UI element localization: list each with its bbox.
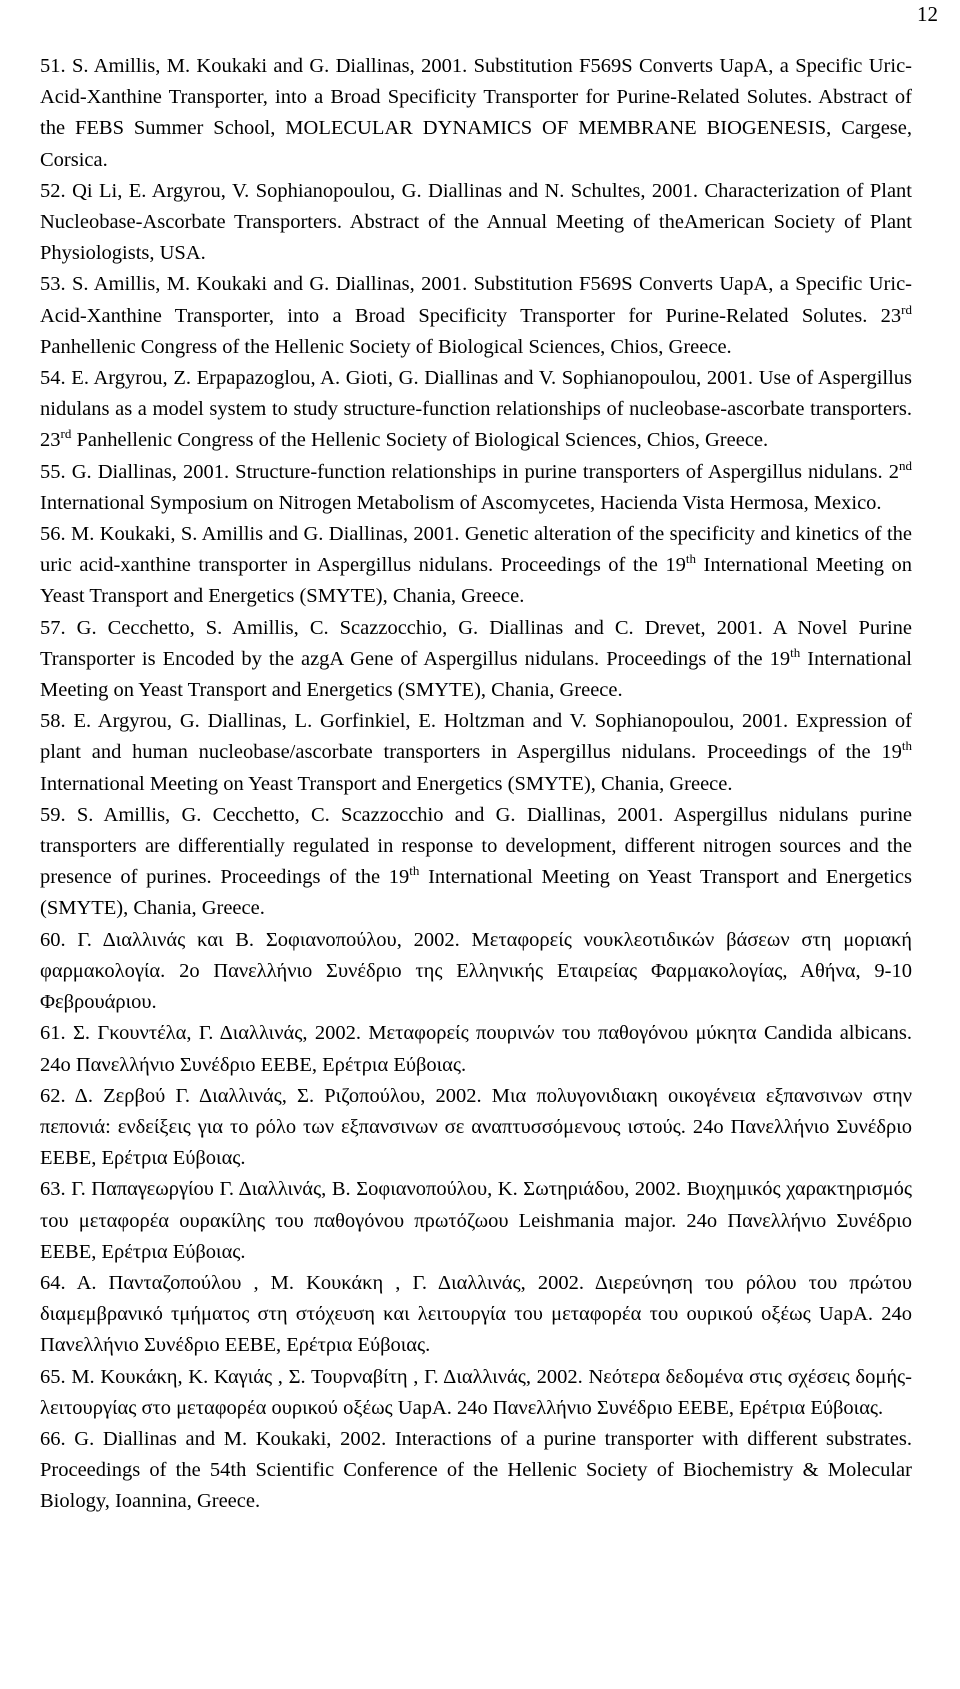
reference-text: [40, 1428, 912, 1512]
reference-text-segment: Δ. Ζερβού Γ. Διαλλινάς, Σ. Ριζοπούλου, 2002. Μια πολυγονιδιακη οικογένεια εξπανσινων στην πεπονιά: ενδείξεις για το ρόλο των εξπανσινων σε αναπτυσσόμενους ιστούς. 24ο Πανελλήνιο Συνέδριο ΕΕΒΕ, Ερέτρια Εύβοιας.: [40, 1084, 912, 1170]
reference-item: [40, 925, 912, 1019]
reference-number: 61.: [40, 1022, 66, 1045]
reference-item: [40, 1174, 912, 1268]
reference-item: [40, 706, 912, 800]
reference-text-segment: Σ. Γκουντέλα, Γ. Διαλλινάς, 2002. Μεταφορείς πουρινών του παθογόνου μύκητα Candida albicans. 24ο Πανελλήνιο Συνέδριο ΕΕΒΕ, Ερέτρια Εύβοιας.: [40, 1022, 912, 1076]
reference-number: 51.: [40, 55, 66, 77]
reference-item: [40, 613, 912, 707]
reference-text-segment: Γ. Διαλλινάς και Β. Σοφιανοπούλου, 2002. Μεταφορείς νουκλεοτιδικών βάσεων στη μοριακή φαρμακολογία. 2ο Πανελλήνιο Συνέδριο της Ελληνικής Εταιρείας Φαρμακολογίας, Αθήνα, 9-10 Φεβρουάριου.: [40, 928, 912, 1014]
reference-text-segment: Qi Li, E. Argyrou, V. Sophianopoulou, G. Diallinas and N. Schultes, 2001. Characterization of Plant Nucleobase-Ascorbate Transporters. Abstract of the Annual Meeting of theAmerican Society of Plant Physiologists, USA.: [40, 179, 912, 265]
reference-number: 53.: [40, 273, 66, 296]
reference-item: [40, 51, 912, 176]
reference-text-segment: E. Argyrou, G. Diallinas, L. Gorfinkiel, E. Holtzman and V. Sophianopoulou, 2001. Expression of plant and human nucleobase/ascorbate transporters in Aspergillus nidulans. Proceedings of the 19: [40, 710, 912, 764]
page-number: 12: [917, 2, 938, 26]
reference-text-segment: S. Amillis, M. Koukaki and G. Diallinas, 2001. Substitution F569S Converts UapA, a Specific Uric-Acid-Xanthine Transporter, into a Broad Specificity Transporter for Purine-Related Solutes. 23: [40, 273, 912, 327]
reference-item: [40, 269, 912, 363]
reference-text: [40, 1022, 912, 1075]
reference-number: 56.: [40, 523, 66, 546]
ordinal-superscript: th: [901, 738, 912, 754]
reference-text-segment: S. Amillis, M. Koukaki and G. Diallinas, 2001. Substitution F569S Converts UapA, a Specific Uric-Acid-Xanthine Transporter, into a Broad Specificity Transporter for Purine-Related Solutes. Abstract of the FEBS Summer School, MOLECULAR DYNAMICS OF MEMBRANE BIOGENESIS, Cargese, Corsica.: [40, 55, 912, 171]
reference-text-segment: International Meeting on Yeast Transport and Energetics (SMYTE), Chania, Greece.: [40, 772, 733, 795]
ordinal-superscript: rd: [901, 301, 912, 317]
reference-number: 59.: [40, 803, 66, 826]
reference-item: [40, 1424, 912, 1518]
reference-text-segment: Μ. Κουκάκη, Κ. Καγιάς , Σ. Τουρναβίτη , Γ. Διαλλινάς, 2002. Νεότερα δεδομένα στις σχέσεις δομής-λειτουργίας στο μεταφορέα ουρικού οξέως UapA. 24ο Πανελλήνιο Συνέδριο ΕΕΒΕ, Ερέτρια Εύβοιας.: [40, 1365, 913, 1419]
reference-number: 54.: [40, 367, 66, 390]
reference-text-segment: E. Argyrou, Z. Erpapazoglou, A. Gioti, G. Diallinas and V. Sophianopoulou, 2001. Use of Aspergillus nidulans as a model system to study structure-function relationships of nucleobase-ascorbate transporters. 23: [40, 367, 913, 452]
reference-text-segment: Panhellenic Congress of the Hellenic Society of Biological Sciences, Chios, Greece.: [71, 429, 769, 452]
reference-text: [40, 1178, 912, 1262]
reference-text: [40, 273, 912, 357]
reference-text-segment: Panhellenic Congress of the Hellenic Society of Biological Sciences, Chios, Greece.: [40, 335, 732, 358]
reference-item: [40, 457, 912, 519]
reference-number: 60.: [40, 928, 66, 951]
reference-number: 58.: [40, 710, 66, 733]
reference-text: [40, 523, 912, 607]
reference-text: [40, 929, 912, 1013]
reference-text: [40, 617, 912, 701]
reference-text-segment: Α. Πανταζοπούλου , Μ. Κουκάκη , Γ. Διαλλινάς, 2002. Διερεύνηση του ρόλου του πρώτου διαμεμβρανικό τμήματος στη στόχευση και λειτουργία του μεταφορέα του ουρικού οξέως UapA. 24ο Πανελλήνιο Συνέδριο ΕΕΒΕ, Ερέτρια Εύβοιας.: [40, 1271, 912, 1357]
reference-number: 52.: [40, 179, 66, 202]
reference-text-segment: G. Diallinas, 2001. Structure-function relationships in purine transporters of Aspergillus nidulans. 2: [71, 460, 899, 483]
reference-text-segment: S. Amillis, G. Cecchetto, C. Scazzocchio and G. Diallinas, 2001. Aspergillus nidulans purine transporters are differentially regulated in response to development, different nitrogen sources and the presence of purines. Proceedings of the 19: [40, 803, 912, 889]
reference-item: [40, 1081, 912, 1175]
reference-text: [40, 55, 912, 171]
reference-text: [40, 180, 912, 264]
reference-text-segment: M. Koukaki, S. Amillis and G. Diallinas, 2001. Genetic alteration of the specificity and kinetics of the uric acid-xanthine transporter in Aspergillus nidulans. Proceedings of the 19: [40, 523, 912, 577]
reference-text: [40, 1366, 912, 1419]
reference-list: [40, 51, 912, 1518]
reference-text-segment: International Meeting on Yeast Transport and Energetics (SMYTE), Chania, Greece.: [40, 647, 912, 702]
reference-number: 65.: [40, 1365, 66, 1388]
reference-item: [40, 1362, 912, 1424]
reference-item: [40, 519, 912, 613]
reference-text-segment: G. Diallinas and M. Koukaki, 2002. Interactions of a purine transporter with different substrates. Proceedings of the 54th Scientific Conference of the Hellenic Society of Biochemistry & Molecular Biology, Ioannina, Greece.: [40, 1427, 913, 1513]
reference-text: [40, 367, 912, 451]
reference-text-segment: Γ. Παπαγεωργίου Γ. Διαλλινάς, Β. Σοφιανοπούλου, Κ. Σωτηριάδου, 2002. Βιοχημικός χαρακτηρισμός του μεταφορέα ουρακίλης του παθογόνου πρωτόζωου Leishmania major. 24ο Πανελλήνιο Συνέδριο ΕΕΒΕ, Ερέτρια Εύβοιας.: [40, 1178, 913, 1263]
reference-item: [40, 800, 912, 925]
ordinal-superscript: th: [409, 863, 420, 879]
reference-text-segment: International Symposium on Nitrogen Metabolism of Ascomycetes, Hacienda Vista Hermosa, Mexico.: [40, 491, 882, 514]
ordinal-superscript: nd: [899, 457, 912, 473]
reference-text-segment: G. Cecchetto, S. Amillis, C. Scazzocchio, G. Diallinas and C. Drevet, 2001. A Novel Purine Transporter is Encoded by the azgA Gene of Aspergillus nidulans. Proceedings of the 19: [40, 616, 912, 670]
reference-item: [40, 363, 912, 457]
ordinal-superscript: th: [790, 644, 801, 660]
reference-number: 63.: [40, 1178, 66, 1201]
reference-text: [40, 804, 912, 920]
reference-item: [40, 1268, 912, 1362]
reference-text-segment: International Meeting on Yeast Transport and Energetics (SMYTE), Chania, Greece.: [40, 866, 912, 920]
ordinal-superscript: th: [685, 551, 697, 567]
reference-text: [40, 457, 912, 514]
reference-number: 57.: [40, 616, 66, 639]
reference-item: [40, 1018, 912, 1080]
reference-number: 64.: [40, 1271, 66, 1294]
reference-text: [40, 1272, 912, 1356]
reference-text-segment: International Meeting on Yeast Transport and Energetics (SMYTE), Chania, Greece.: [40, 554, 912, 608]
reference-text: [40, 710, 912, 794]
reference-number: 62.: [40, 1084, 66, 1107]
reference-text: [40, 1085, 912, 1169]
reference-item: [40, 176, 912, 270]
ordinal-superscript: rd: [60, 426, 72, 442]
reference-number: 66.: [40, 1427, 66, 1450]
reference-number: 55.: [40, 460, 66, 483]
